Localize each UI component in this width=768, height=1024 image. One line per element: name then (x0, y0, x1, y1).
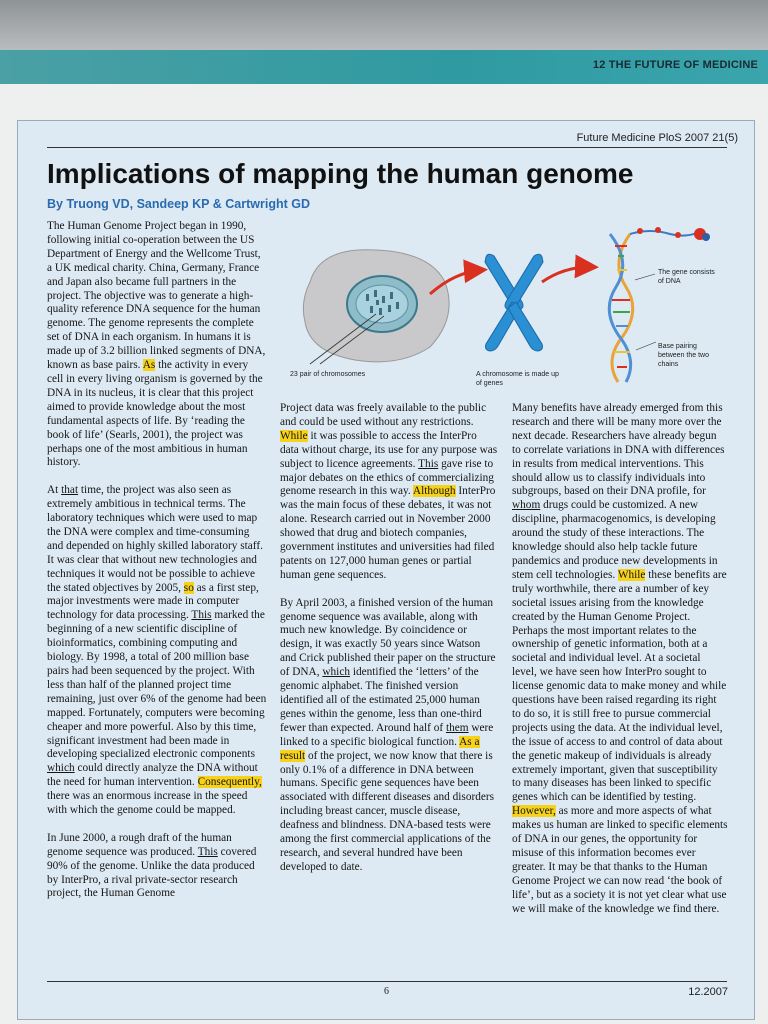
highlighted-word: so (183, 581, 194, 594)
bottom-rule (47, 981, 727, 982)
paragraph: In June 2000, a rough draft of the human genome sequence was produced. This covered 90% of the genome. Unlike the data produced by InterPro, a rival private-sector research project, the Human Genome (47, 831, 257, 900)
page-number: 6 (384, 986, 389, 997)
genome-figure (280, 222, 728, 392)
caption-chromosome: A chromosome is made up of genes (476, 371, 559, 387)
article-authors: By Truong VD, Sandeep KP & Cartwright GD (47, 197, 310, 211)
underlined-word: which (47, 762, 75, 775)
highlighted-word: While (280, 429, 308, 442)
underlined-word: that (61, 484, 79, 497)
highlighted-word: As a result (280, 735, 480, 762)
underlined-word: which (322, 666, 350, 679)
journal-citation: Future Medicine PloS 2007 21(5) (576, 132, 738, 144)
top-rule (47, 147, 727, 148)
section-header-band (0, 50, 768, 84)
chromosome-x (485, 254, 543, 351)
paragraph: At that time, the project was also seen as extremely ambitious in technical terms. The laboratory techniques which were used to map the DNA were complex and time-consuming and depended on highly skilled laboratory staff. It was clear that without new technologies and techniques it would not be possible to achieve the stated objectives by 2005, so as a first step, major investments were made in computer technology for data processing. This marked the beginning of a new scientific discipline of bioinformatics, combining computing and biology. By 1998, a total of 200 million base pairs had been sequenced by the project. With less than half of the planned project time remaining, just over 6% of the genome had been mapped. Fortunately, computers were becoming cheaper and more powerful. Also by this time, significant investment had been made in developing specialized electronic components which could directly analyze the DNA without the need for human intervention. Consequently, there was an enormous increase in the speed with which the genome could be mapped. (47, 484, 267, 817)
highlighted-word: Although (412, 485, 456, 498)
highlighted-word: However, (512, 805, 556, 818)
text-column-1 (47, 220, 267, 915)
paragraph: Many benefits have already emerged from this research and there will be many more over the next decade. Researchers have already begun to correlate variations in DNA with differences in results from medical interventions. This should allow us to classify individuals into subgroups, based on their DNA profile, for whom drugs could be customized. A new discipline, pharmacogenomics, is developing around the study of these interactions. The knowledge should also help tackle future pandemics and produce new developments in stem cell technologies. While these benefits are truly worthwhile, there are a number of key societal issues arising from the knowledge created by the Human Genome Project. Perhaps the most important relates to the ownership of genetic information, both at a societal and individual level. At a societal level, we have seen how InterPro sought to license genomic data to make money and while questions have been raised regarding its right to do so, it is still free to pursue commercial projects using the data. At the individual level, the issue of access to and control of data about the genetic makeup of individuals is already extremely important, given that susceptibility to many diseases has been linked to specific genes which can be identified by testing. However, as more and more aspects of what makes us human are linked to specific elements of DNA in our genes, the opportunity for misuse of this information becomes ever greater. It may be that thanks to the Human Genome Project we can now read ‘the book of life’, but as a society it is not yet clear what use we will make of the knowledge we find there. (512, 402, 728, 915)
article-title: Implications of mapping the human genome (47, 158, 634, 189)
caption-base-pairing: Base pairing between the two chains (658, 343, 709, 368)
caption-chromosomes: 23 pair of chromosomes (290, 371, 366, 378)
highlighted-word: Consequently, (197, 776, 262, 789)
underlined-word: whom (512, 499, 541, 512)
highlighted-word: As (142, 359, 156, 372)
section-header-label: 12 THE FUTURE OF MEDICINE (592, 59, 758, 71)
underlined-word: This (197, 845, 218, 858)
text-column-2 (280, 402, 498, 889)
underlined-word: This (418, 457, 439, 470)
paragraph: Project data was freely available to the public and could be used without any restrictions. While it was possible to access the InterPro data without charge, its use for any purpose was subject to licence agreements. This gave rise to major debates on the ethics of commercializing genome research in this way. Although InterPro was the main focus of these debates, it was not alone. Research carried out in November 2000 showed that drug and biotech companies, government institutes and universities had filed patents on 127,000 human genes or partial human gene sequences. (280, 402, 498, 581)
text-column-3 (512, 402, 728, 930)
highlighted-word: While (617, 568, 646, 581)
paragraph: The Human Genome Project began in 1990, following initial co-operation between the US Department of Energy and the Wellcome Trust, a UK medical charity. China, Germany, France and Japan also became full partners in the project. The objective was to generate a high-quality reference DNA sequence for the human genome. The genome represents the complete set of DNA in each organism. In humans it is made up of 3.2 billion linked segments of DNA, known as base pairs. As the activity in every cell in every living organism is governed by the DNA in its nucleus, it is clear that this project aimed to provide knowledge about the most fundamental aspects of life. By ‘reading the book of life’ (Searls, 2001), the project was perhaps one of the most ambitious in human history. (47, 220, 266, 469)
issue-date: 12.2007 (688, 986, 728, 998)
underlined-word: This (191, 609, 212, 622)
caption-gene: The gene consists of DNA (658, 269, 715, 285)
paragraph: By April 2003, a finished version of the human genome sequence was available, along with much new knowledge. By coincidence or design, it was exactly 50 years since Watson and Crick published their paper on the structure of DNA, which identified the ‘letters’ of the genomic alphabet. The finished version identified all of the estimated 25,000 human genes within the genome, less than one-third fewer than expected. Around half of them were linked to a specific biological function. As a result of the project, we now know that there is only 0.1% of a difference in DNA between humans. Specific gene sequences have been associated with different diseases and disorders including breast cancer, muscle disease, deafness and blindness. DNA-based tests were among the first commercial applications of the research, and several hundred have been developed to date. (280, 596, 496, 873)
scan-shadow (0, 0, 768, 50)
underlined-word: them (445, 721, 469, 734)
